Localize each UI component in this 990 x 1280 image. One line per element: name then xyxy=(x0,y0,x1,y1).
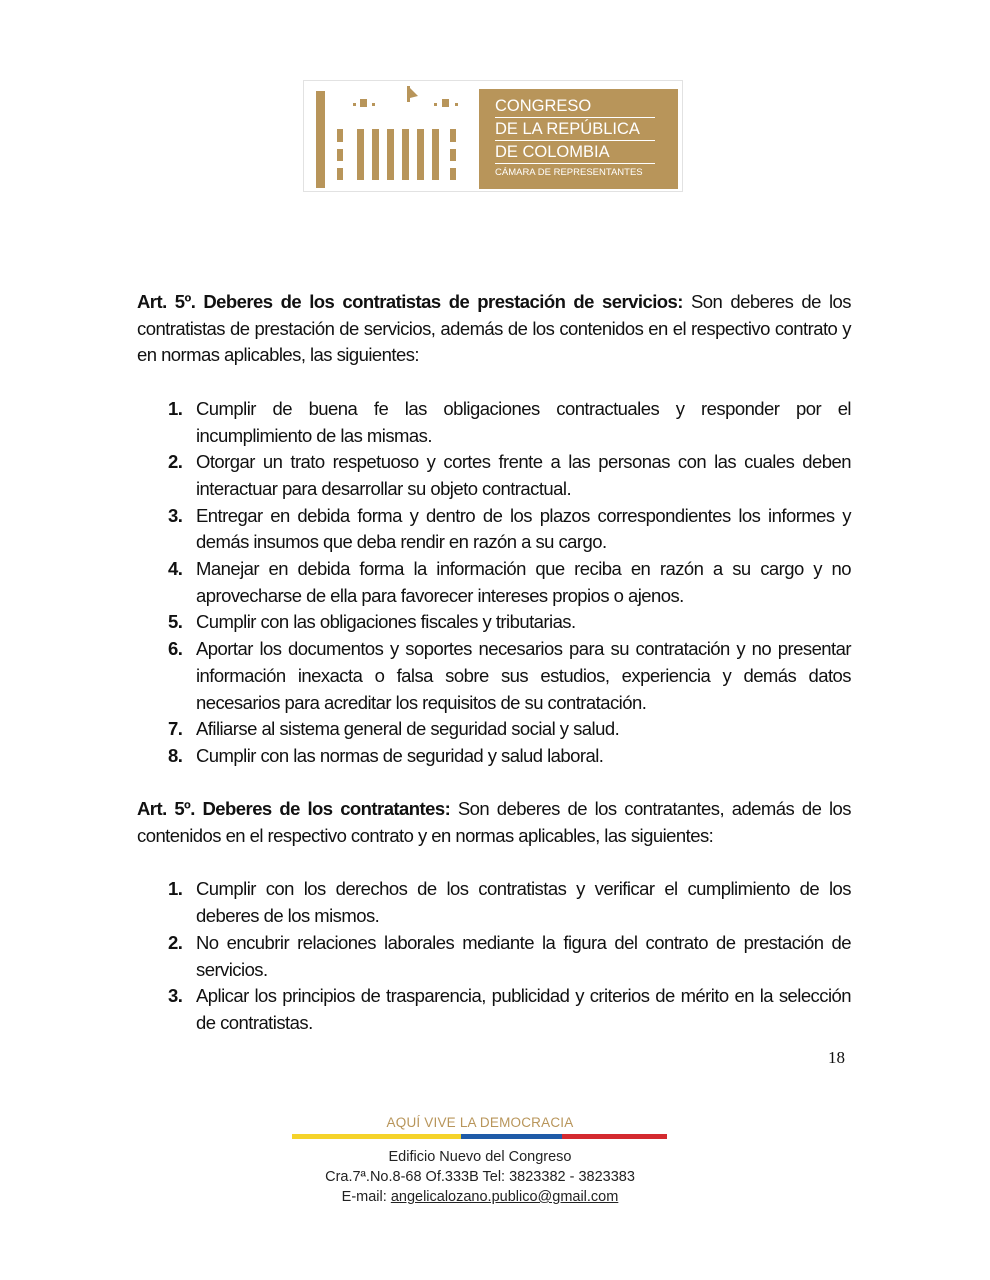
item-number: 5. xyxy=(168,611,183,633)
list-item xyxy=(137,930,851,983)
article-paragraph xyxy=(137,289,851,369)
logo-line: CONGRESO xyxy=(495,95,655,118)
flag-red xyxy=(562,1134,667,1139)
item-text: Cumplir con los derechos de los contratistas y verificar el cumplimiento de los deberes de los mismos. xyxy=(196,878,851,927)
item-text: Aplicar los principios de trasparencia, publicidad y criterios de mérito en la selección de contratistas. xyxy=(196,985,851,1033)
item-number: 2. xyxy=(168,451,183,473)
footer-email-line xyxy=(280,1187,680,1207)
list-item xyxy=(137,876,851,929)
email-label: E-mail: xyxy=(341,1189,391,1205)
flag-blue xyxy=(461,1134,562,1139)
item-text: No encubrir relaciones laborales mediante la figura del contrato de prestación de servicios. xyxy=(196,931,851,980)
item-number: 8. xyxy=(168,744,183,766)
logo-line: DE COLOMBIA xyxy=(495,141,655,164)
footer-address: Cra.7ª.No.8-68 Of.333B Tel: 3823382 - 3823383 xyxy=(325,1169,635,1185)
article-heading: Art. 5º. Deberes de los contratantes: xyxy=(137,798,451,820)
footer xyxy=(280,1115,680,1207)
item-number: 3. xyxy=(168,504,183,526)
item-number: 2. xyxy=(168,931,183,953)
document-body xyxy=(137,289,851,1037)
list-item xyxy=(137,983,851,1036)
page-number: 18 xyxy=(828,1048,845,1067)
capitol-building-icon xyxy=(314,86,474,190)
footer-building: Edificio Nuevo del Congreso xyxy=(388,1149,572,1165)
item-text: Manejar en debida forma la información que reciba en razón a su cargo y no aprovecharse de ella para favorecer intereses propios o ajenos. xyxy=(196,558,851,606)
item-text: Otorgar un trato respetuoso y cortes frente a las personas con las cuales deben interactuar para desarrollar su objeto contractual. xyxy=(196,451,851,499)
article-paragraph xyxy=(137,796,851,849)
footer-motto: AQUÍ VIVE LA DEMOCRACIA xyxy=(386,1115,574,1130)
email-link[interactable]: angelicalozano.publico@gmail.com xyxy=(390,1189,619,1205)
article-intro: Son deberes de los contratantes, además de los contenidos en el respectivo contrato y en normas aplicables, las siguientes: xyxy=(137,798,851,847)
logo-subtitle: CÁMARA DE REPRESENTANTES xyxy=(495,167,643,178)
item-number: 3. xyxy=(168,985,183,1007)
list-item xyxy=(137,503,851,556)
item-text: Aportar los documentos y soportes necesarios para su contratación y no presentar información inexacta o falsa sobre sus estudios, experiencia y demás datos necesarios para acreditar los requisitos de su contratación. xyxy=(196,638,851,713)
list-item xyxy=(137,396,851,449)
item-number: 1. xyxy=(168,397,183,419)
item-number: 1. xyxy=(168,878,183,900)
item-text: Cumplir de buena fe las obligaciones contractuales y responder por el incumplimiento de las mismas. xyxy=(196,397,851,446)
logo-text-block xyxy=(479,89,678,189)
list-item xyxy=(137,449,851,502)
article-heading: Art. 5º. Deberes de los contratistas de prestación de servicios: xyxy=(137,291,683,312)
congress-logo xyxy=(303,80,683,192)
list-item xyxy=(137,556,851,609)
item-text: Afiliarse al sistema general de seguridad social y salud. xyxy=(196,718,620,740)
item-text: Cumplir con las normas de seguridad y salud laboral. xyxy=(196,744,604,766)
list-item xyxy=(137,743,851,770)
item-number: 7. xyxy=(168,718,183,740)
item-number: 4. xyxy=(168,558,183,580)
list-item xyxy=(137,636,851,716)
item-number: 6. xyxy=(168,638,183,660)
flag-yellow xyxy=(292,1134,461,1139)
flag-color-bar xyxy=(292,1134,667,1139)
article-intro: Son deberes de los contratistas de prestación de servicios, además de los contenidos en el respectivo contrato y en normas aplicables, las siguientes: xyxy=(137,291,852,366)
item-text: Cumplir con las obligaciones fiscales y tributarias. xyxy=(196,611,576,633)
logo-line: DE LA REPÚBLICA xyxy=(495,118,655,141)
list-item xyxy=(137,609,851,636)
list-item xyxy=(137,716,851,743)
duties-list xyxy=(137,396,851,770)
duties-list xyxy=(137,876,851,1036)
item-text: Entregar en debida forma y dentro de los plazos correspondientes los informes y demás insumos que deba rendir en razón a su cargo. xyxy=(196,504,851,553)
